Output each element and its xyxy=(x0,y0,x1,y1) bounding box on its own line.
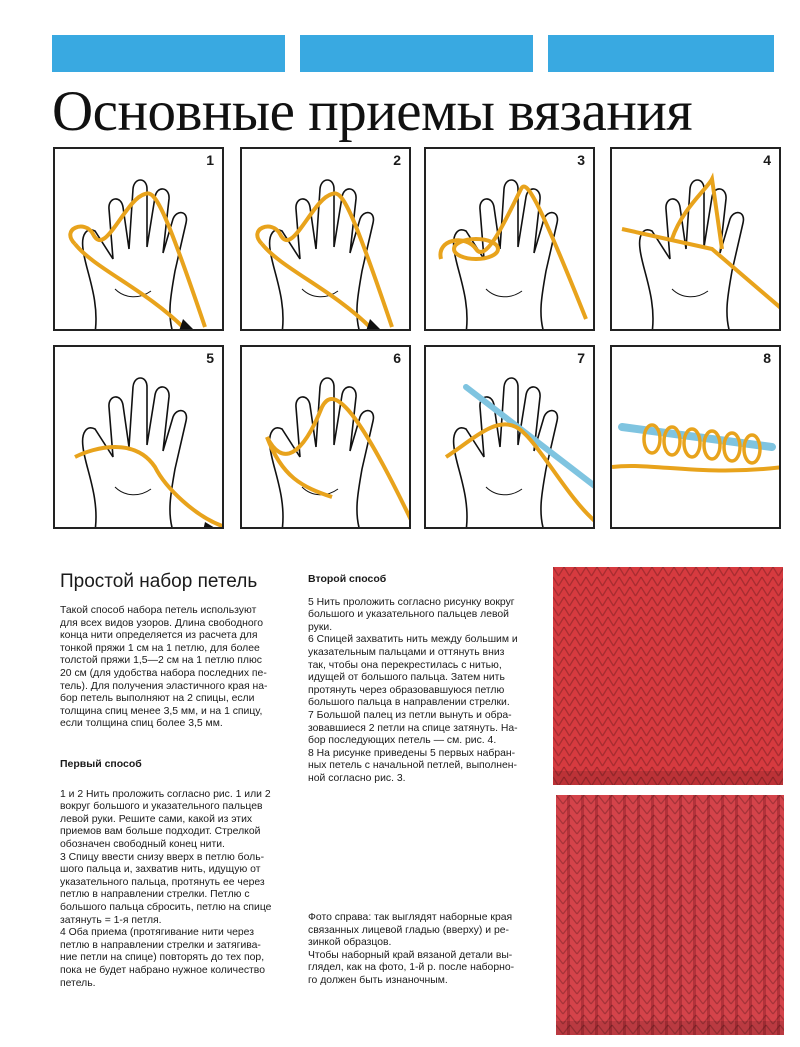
method1-line: вокруг большого и указательного пальцев xyxy=(60,801,263,813)
figure-panel-4 xyxy=(610,147,781,331)
caption-line: го должен быть изнаночным. xyxy=(308,974,448,986)
method2-line: бор последующих петель — см. рис. 4. xyxy=(308,735,497,747)
caption-lines xyxy=(308,912,536,988)
method2-line: большого пальца в направлении стрелки. xyxy=(308,697,510,709)
method2-line: руки. xyxy=(308,621,333,633)
method2-lines xyxy=(308,597,536,786)
intro-line: если толщина спиц более 3,5 мм. xyxy=(60,718,223,730)
figure-number: 4 xyxy=(763,152,771,168)
intro-line: толстой пряжи 1,5—2 см на 1 петлю плюс xyxy=(60,655,262,667)
figure-number: 5 xyxy=(206,350,214,366)
method1-line: левой руки. Решите сами, какой из этих xyxy=(60,813,253,825)
figure-panel-1 xyxy=(53,147,224,331)
figure-number: 6 xyxy=(393,350,401,366)
hand-illustration xyxy=(426,149,595,331)
method1-line: приемов вам больше подходит. Стрелкой xyxy=(60,826,261,838)
intro-lines xyxy=(60,605,294,731)
intro-line: Такой способ набора петель используют xyxy=(60,605,257,616)
method2-line: 8 На рисунке приведены 5 первых набран- xyxy=(308,747,516,759)
method1-line: затянуть = 1-я петля. xyxy=(60,914,162,926)
method1-line: 3 Спицу ввести снизу вверх в петлю боль- xyxy=(60,851,265,863)
figure-number: 1 xyxy=(206,152,214,168)
figure-panel-7 xyxy=(424,345,595,529)
method1-lines xyxy=(60,789,294,991)
knit-photo-ribbing xyxy=(556,795,784,1035)
hand-illustration xyxy=(55,149,224,331)
knit-photo-stockinette xyxy=(553,567,783,785)
figure-panel-2 xyxy=(240,147,411,331)
method1-line: петлю в направлении стрелки и затягива- xyxy=(60,939,261,951)
method2-line: ных петель с начальной петлей, выполнен- xyxy=(308,760,517,772)
method1-line: 1 и 2 Нить проложить согласно рис. 1 или 2 xyxy=(60,788,271,800)
caption-line: глядел, как на фото, 1-й р. после наборно- xyxy=(308,962,515,974)
figure-number: 2 xyxy=(393,152,401,168)
method2-line: большого и указательного пальцев левой xyxy=(308,609,509,621)
intro-text xyxy=(60,605,294,731)
hand-illustration xyxy=(55,347,224,529)
method1-heading: Первый способ xyxy=(60,758,142,770)
method1-line: петель. xyxy=(60,977,96,989)
figure-panel-6 xyxy=(240,345,411,529)
method2-line: 5 Нить проложить согласно рисунку вокруг xyxy=(308,596,515,608)
ribbing-texture xyxy=(556,795,784,1035)
method1-line: ние петли на спице) повторять до тех пор, xyxy=(60,952,265,964)
figure-number: 3 xyxy=(577,152,585,168)
intro-line: тонкой пряжи 1 см на 1 петлю, для более xyxy=(60,642,260,654)
method1-line: пока не будет набрано нужное количество xyxy=(60,964,265,976)
method1-line: петлю в направлении стрелки. Петлю с xyxy=(60,889,250,901)
method2-line: идущей от большого пальца. Затем нить xyxy=(308,672,505,684)
intro-line: бор петель выполняют на 2 спицы, если xyxy=(60,693,255,705)
intro-line: 20 см (для удобства набора последних пе- xyxy=(60,667,267,679)
method1-line: большого пальца сбросить, петлю на спице xyxy=(60,901,272,913)
figure-panel-3 xyxy=(424,147,595,331)
hand-illustration xyxy=(242,149,411,331)
caption-line: связанных лицевой гладью (вверху) и ре- xyxy=(308,924,509,936)
header-bar-right xyxy=(548,35,774,72)
method2-line: зовавшиеся 2 петли на спице затянуть. На- xyxy=(308,722,518,734)
photo-caption xyxy=(308,912,536,988)
hand-illustration xyxy=(612,149,781,331)
page-title: Основные приемы вязания xyxy=(52,80,693,143)
figure-number: 7 xyxy=(577,350,585,366)
method2-heading: Второй способ xyxy=(308,573,387,585)
method1-block xyxy=(60,758,294,990)
figure-panel-5 xyxy=(53,345,224,529)
method1-line: обозначен свободный конец нити. xyxy=(60,838,225,850)
intro-line: для всех видов узоров. Длина свободного xyxy=(60,617,264,629)
method2-line: ной согласно рис. 3. xyxy=(308,772,406,784)
hand-illustration xyxy=(426,347,595,529)
figure-number: 8 xyxy=(763,350,771,366)
figure-panel-8 xyxy=(610,345,781,529)
method2-line: 6 Спицей захватить нить между большим и xyxy=(308,634,518,646)
method2-line: указательным пальцами и оттянуть вниз xyxy=(308,646,505,658)
method1-line: 4 Оба приема (протягивание нити через xyxy=(60,927,254,939)
method2-line: так, чтобы она перекрестилась с нитью, xyxy=(308,659,502,671)
intro-line: толщина спиц менее 3,5 мм, и на 1 спицу, xyxy=(60,705,263,717)
method2-line: протянуть через образовавшуюся петлю xyxy=(308,684,505,696)
caption-line: Чтобы наборный край вязаной детали вы- xyxy=(308,949,513,961)
method2-block xyxy=(308,573,536,786)
intro-line: конца нити определяется из расчета для xyxy=(60,630,258,642)
caption-line: Фото справа: так выглядят наборные края xyxy=(308,912,513,923)
method1-line: шого пальца и, захватив нить, идущую от xyxy=(60,864,261,876)
intro-line: тель). Для получения эластичного края на- xyxy=(60,680,268,692)
method1-line: указательного пальца, протянуть ее через xyxy=(60,876,265,888)
hand-illustration xyxy=(242,347,411,529)
hand-illustration xyxy=(612,347,781,529)
method2-line: 7 Большой палец из петли вынуть и обра- xyxy=(308,709,512,721)
caption-line: зинкой образцов. xyxy=(308,937,392,949)
section-heading-simple: Простой набор петель xyxy=(60,571,258,592)
header-bar-middle xyxy=(300,35,533,72)
stockinette-texture xyxy=(553,567,783,785)
header-bar-left xyxy=(52,35,285,72)
